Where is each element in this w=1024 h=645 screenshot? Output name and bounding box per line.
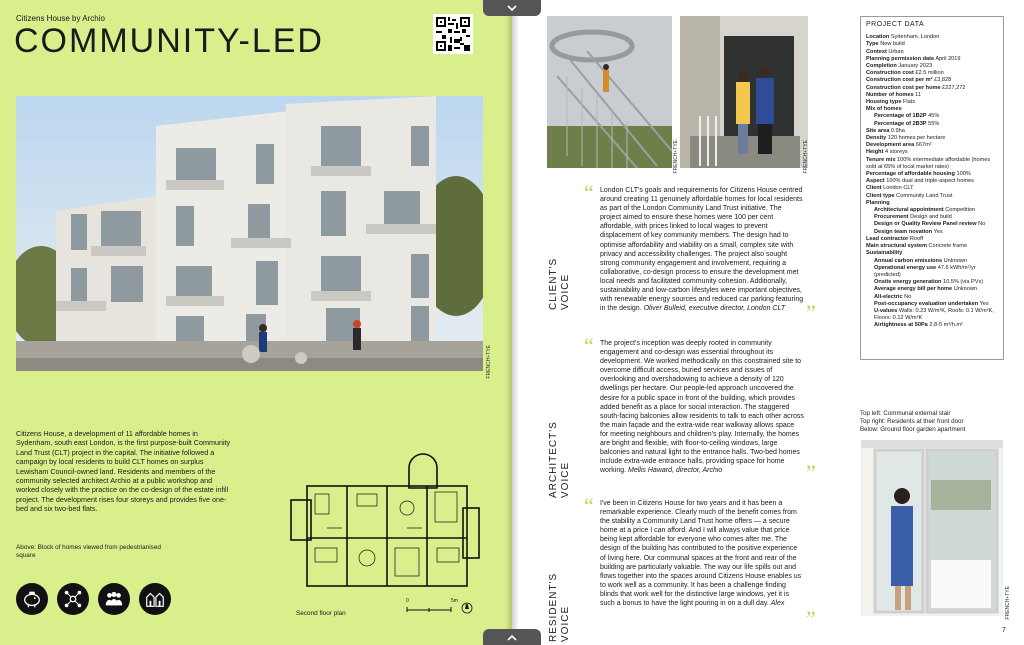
- project-data-key: Architectural appointment: [874, 207, 944, 214]
- people-group-icon: [98, 583, 130, 615]
- project-data-key: Construction cost per home: [866, 84, 941, 91]
- project-data-row: [866, 99, 998, 106]
- project-data-row: [866, 185, 998, 192]
- project-data-value: Concrete frame: [928, 243, 968, 250]
- project-data-row: [866, 49, 998, 56]
- project-data-key: Density: [866, 135, 887, 142]
- hero-caption: Above: Block of homes viewed from pedestrianised square: [16, 544, 161, 560]
- project-data-key: Aspect: [866, 178, 885, 185]
- project-data-key: Post-occupancy evaluation undertaken: [874, 300, 979, 307]
- project-data-row: [866, 265, 998, 279]
- apartment-photo-illustration: [861, 440, 1003, 616]
- project-data-key: Type: [866, 41, 879, 48]
- page-number: 7: [1002, 627, 1006, 634]
- project-data-row: [866, 128, 998, 135]
- project-data-rows: [866, 34, 998, 329]
- qr-code[interactable]: [433, 14, 473, 54]
- project-data-value: New build: [880, 41, 905, 48]
- project-data-key: Onsite energy generation: [874, 279, 942, 286]
- stair-photo-illustration: [547, 16, 672, 168]
- resident-voice-attribution: Alex: [770, 600, 785, 608]
- architect-voice-text: The project's inception was deeply rooted in community engagement and co-design was essential throughout its development. We worked methodically on this constrained site to overcome difficult access, buried services and issues of overlooking and overshadowing to achieve a density of 120 dwellings per hectare. Our people-led approach uncovered the desire for a public space in front of the building, which provides added benefit as a place for social interaction. The staggered south-facing balconies allow residents to talk to each other across the main façade and the extra-wide rear walkway allows space for meeting neighbours and children's play. Internally, the homes are bright and flexible, with floor-to-ceiling windows, large balconies and natural light to the entrance halls. Two-bed homes include extra-wide entrance halls, providing space for home working. Mellis Haward, director, Archio: [600, 340, 804, 475]
- qr-code-icon: [436, 17, 470, 51]
- project-data-value: 100%: [956, 171, 971, 178]
- project-data-key: Lead contractor: [866, 235, 909, 242]
- project-data-value: 100% dual and triple-aspect homes: [886, 178, 974, 185]
- project-data-row: [866, 308, 998, 322]
- project-data-value: £2.5 million: [915, 70, 944, 77]
- photo-caption-line: Below: Ground floor garden apartment: [860, 426, 966, 433]
- project-data-row: [866, 41, 998, 48]
- apartment-photo-credit: FRENCH+TYE: [1005, 586, 1011, 620]
- project-data-row: [866, 157, 998, 171]
- project-data-value: £3,828: [934, 77, 952, 84]
- project-data-key: Site area: [866, 127, 890, 134]
- project-data-value: Unknown: [943, 257, 967, 264]
- project-data-row: [866, 142, 998, 149]
- chevron-up-icon: [507, 634, 517, 641]
- open-quote-icon: “: [584, 493, 594, 518]
- client-voice-label: CLIENT'S VOICE: [548, 257, 571, 310]
- piggy-bank-icon: [16, 583, 48, 615]
- close-quote-icon: ”: [806, 300, 816, 325]
- door-photo-credit: FRENCH+TYE: [803, 140, 809, 174]
- project-data-key: Planning: [866, 199, 890, 206]
- photo-caption-line: Top left: Communal external stair: [860, 410, 951, 417]
- project-data-value: January 2023: [898, 63, 933, 70]
- project-data-row: [866, 34, 998, 41]
- project-data-value: Unknown: [953, 286, 978, 293]
- intro-paragraph: Citizens House, a development of 11 affordable homes in Sydenham, south east London, is the first purpose-built Community Land Trust (CLT) project in the capital. The initiative followed a campaign by local residents to build CLT homes on surplus Lewisham Council-owned land. Residents and members of the community selected architect Archio at a public workshop and worked closely with the practice on the co-design of the estate infill project. The development rises four storeys and provides five one-bed and six two-bed flats.: [16, 429, 231, 514]
- project-data-row: [866, 193, 998, 200]
- project-data-row: [866, 113, 998, 120]
- plan-caption: Second floor plan: [296, 610, 346, 617]
- project-data-key: Percentage of affordable housing: [866, 171, 955, 178]
- project-data-value: Design and build: [910, 214, 952, 221]
- second-floor-plan: [287, 428, 483, 606]
- scale-label-north: N: [465, 604, 469, 610]
- community-network-icon: [57, 583, 89, 615]
- feature-icons: [16, 583, 171, 615]
- project-data-value: 0.9ha: [890, 127, 905, 134]
- project-data-value: Flats: [903, 99, 916, 106]
- project-data-key: Average energy bill per home: [874, 286, 953, 293]
- headline: COMMUNITY-LED: [14, 22, 324, 60]
- project-data-value: 667m²: [915, 142, 932, 149]
- project-data-key: Airtightness at 50Pa: [874, 322, 928, 329]
- project-data-value: Rooff: [909, 235, 924, 242]
- project-data-row: [866, 258, 998, 265]
- project-data-key: All-electric: [874, 293, 903, 300]
- project-data-key: Design team novation: [874, 228, 933, 235]
- project-data-value: No: [978, 221, 986, 228]
- previous-page-tab[interactable]: [483, 0, 541, 16]
- project-data-key: Annual carbon emissions: [874, 257, 943, 264]
- project-data-value: 2.8-5 m³/h.m²: [929, 322, 963, 329]
- stair-photo-credit: FRENCH+TYE: [673, 140, 679, 174]
- project-data-key: Construction cost per m²: [866, 77, 933, 84]
- project-data-value: 45%: [928, 113, 940, 120]
- project-data-key: Planning permission date: [866, 55, 935, 62]
- project-data-row: [866, 121, 998, 128]
- project-data-value: Urban: [888, 48, 904, 55]
- project-data-box: [860, 16, 1004, 360]
- garden-apartment-photo: [861, 440, 1003, 616]
- client-voice-attribution: Oliver Bulleid, executive director, London CLT: [643, 305, 786, 313]
- project-data-row: [866, 214, 998, 221]
- project-data-value: Yes: [979, 300, 989, 307]
- front-door-photo-illustration: [680, 16, 808, 168]
- building-photo-illustration: [16, 96, 483, 371]
- resident-voice-text: I've been in Citizens House for two years and it has been a remarkable experience. Clearly much of the benefit comes from the stability a Community Land Trust home offers — a secure home at a price I can afford. And I will always value that price being kept affordable for everyone who comes after me. The design of the building has contributed to the positive experience of living here. Our communal spaces at the front and rear of the building are particularly valuable. The way our life spills out and flows together into the spaces around Citizens House enables us to work well as a community. It has been a challenge finding blinds that work well for the distinctive large windows, yet it is such a bonus to have the light pouring in on a dull day. Alex: [600, 500, 802, 608]
- project-data-key: Location: [866, 34, 890, 41]
- project-data-row: [866, 221, 998, 228]
- project-data-value: 55%: [928, 120, 940, 127]
- houses-icon: [139, 583, 171, 615]
- project-data-key: Completion: [866, 63, 897, 70]
- project-data-key: Percentage of 1B2P: [874, 113, 927, 120]
- page-gutter: [505, 0, 519, 645]
- project-data-value: Competition: [945, 207, 976, 214]
- project-data-value: Sydenham, London: [890, 34, 940, 41]
- architect-voice-attribution: Mellis Haward, director, Archio: [628, 467, 723, 475]
- project-data-key: Design or Quality Review Panel review: [874, 221, 977, 228]
- client-voice-text: London CLT's goals and requirements for Citizens House centred around creating 11 genuinely affordable homes for local residents as part of the London Community Land Trust initiative. The project aimed to ensure these homes were 100 per cent affordable, with prices linked to local wages to prevent displacement of key community members. The design had to optimise affordability and viability on a small, complex site with privacy and accessibility challenges. The project also sought strong community engagement and involvement, requiring a collaborative, co-design process to ensure the development met local needs and facilitated community cohesion. Additionally, sustainability and low-carbon lifestyles were important objectives, with renewable energy sources and reduced car parking featuring in the design. Oliver Bulleid, executive director, London CLT: [600, 187, 804, 313]
- project-data-row: [866, 92, 998, 99]
- close-quote-icon: ”: [806, 606, 816, 631]
- project-data-row: [866, 207, 998, 214]
- project-data-row: [866, 286, 998, 293]
- close-quote-icon: ”: [806, 460, 816, 485]
- external-stair-photo: [547, 16, 672, 168]
- project-data-value: No: [904, 293, 912, 300]
- project-data-key: Context: [866, 48, 887, 55]
- project-data-row: [866, 229, 998, 236]
- resident-voice-label: RESIDENT'S VOICE: [548, 572, 571, 642]
- project-data-key: Client: [866, 185, 882, 192]
- project-data-key: Procurement: [874, 214, 909, 221]
- project-data-row: [866, 200, 998, 207]
- project-data-title: PROJECT DATA: [866, 21, 925, 28]
- next-page-tab[interactable]: [483, 629, 541, 645]
- project-data-row: [866, 106, 998, 113]
- project-data-value: 100% intermediate affordable (homes sold at 65% of local market rates): [866, 156, 991, 170]
- project-data-key: Operational energy use: [874, 264, 937, 271]
- series-title: Citizens House by Archio: [16, 14, 105, 23]
- project-data-row: [866, 85, 998, 92]
- project-data-key: Housing type: [866, 99, 902, 106]
- project-data-row: [866, 135, 998, 142]
- project-data-value: Walls: 0.23 W/m²K, Roofs: 0.1 W/m²K, Floors: 0.12 W/m²K: [874, 307, 994, 322]
- hero-photo-credit: FRENCH+TYE: [486, 345, 492, 379]
- project-data-key: Tenure mix: [866, 156, 896, 163]
- scale-label-zero: 0: [406, 598, 409, 604]
- project-data-key: Client type: [866, 192, 895, 199]
- project-data-row: [866, 250, 998, 257]
- project-data-value: Yes: [933, 228, 943, 235]
- project-data-row: [866, 178, 998, 185]
- project-data-row: [866, 243, 998, 250]
- project-data-value: 4 storeys: [884, 149, 908, 156]
- chevron-down-icon: [507, 5, 517, 12]
- project-data-key: Construction cost: [866, 70, 914, 77]
- project-data-row: [866, 301, 998, 308]
- architect-voice-label: ARCHITECT'S VOICE: [548, 421, 571, 498]
- project-data-value: London CLT: [883, 185, 914, 192]
- project-data-value: 120 homes per hectare: [887, 135, 946, 142]
- project-data-value: April 2019: [935, 55, 961, 62]
- hero-photo: [16, 96, 483, 371]
- front-door-photo: [680, 16, 808, 168]
- project-data-row: [866, 77, 998, 84]
- open-quote-icon: “: [584, 180, 594, 205]
- project-data-key: U-values: [874, 307, 898, 314]
- project-data-key: Number of homes: [866, 91, 914, 98]
- scale-label-five: 5m: [451, 598, 458, 604]
- project-data-row: [866, 322, 998, 329]
- project-data-key: Mix of homes: [866, 106, 902, 113]
- project-data-row: [866, 63, 998, 70]
- project-data-value: 10.5% (via PVs): [943, 279, 984, 286]
- photo-caption-line: Top right: Residents at their front door: [860, 418, 964, 425]
- project-data-key: Sustainability: [866, 250, 903, 257]
- project-data-row: [866, 294, 998, 301]
- project-data-value: 47.6 kWh/m²/yr (predicted): [874, 264, 976, 278]
- project-data-row: [866, 171, 998, 178]
- project-data-value: £227,272: [942, 84, 966, 91]
- project-data-row: [866, 56, 998, 63]
- photo-captions: [860, 410, 1010, 434]
- floor-plan-drawing: [287, 428, 483, 606]
- project-data-row: [866, 149, 998, 156]
- project-data-key: Main structural system: [866, 243, 927, 250]
- project-data-value: 11: [915, 91, 921, 98]
- project-data-row: [866, 70, 998, 77]
- project-data-key: Height: [866, 149, 884, 156]
- open-quote-icon: “: [584, 333, 594, 358]
- project-data-row: [866, 279, 998, 286]
- project-data-value: Community Land Trust: [896, 192, 953, 199]
- project-data-key: Percentage of 2B3P: [874, 120, 927, 127]
- project-data-key: Development area: [866, 142, 915, 149]
- project-data-row: [866, 236, 998, 243]
